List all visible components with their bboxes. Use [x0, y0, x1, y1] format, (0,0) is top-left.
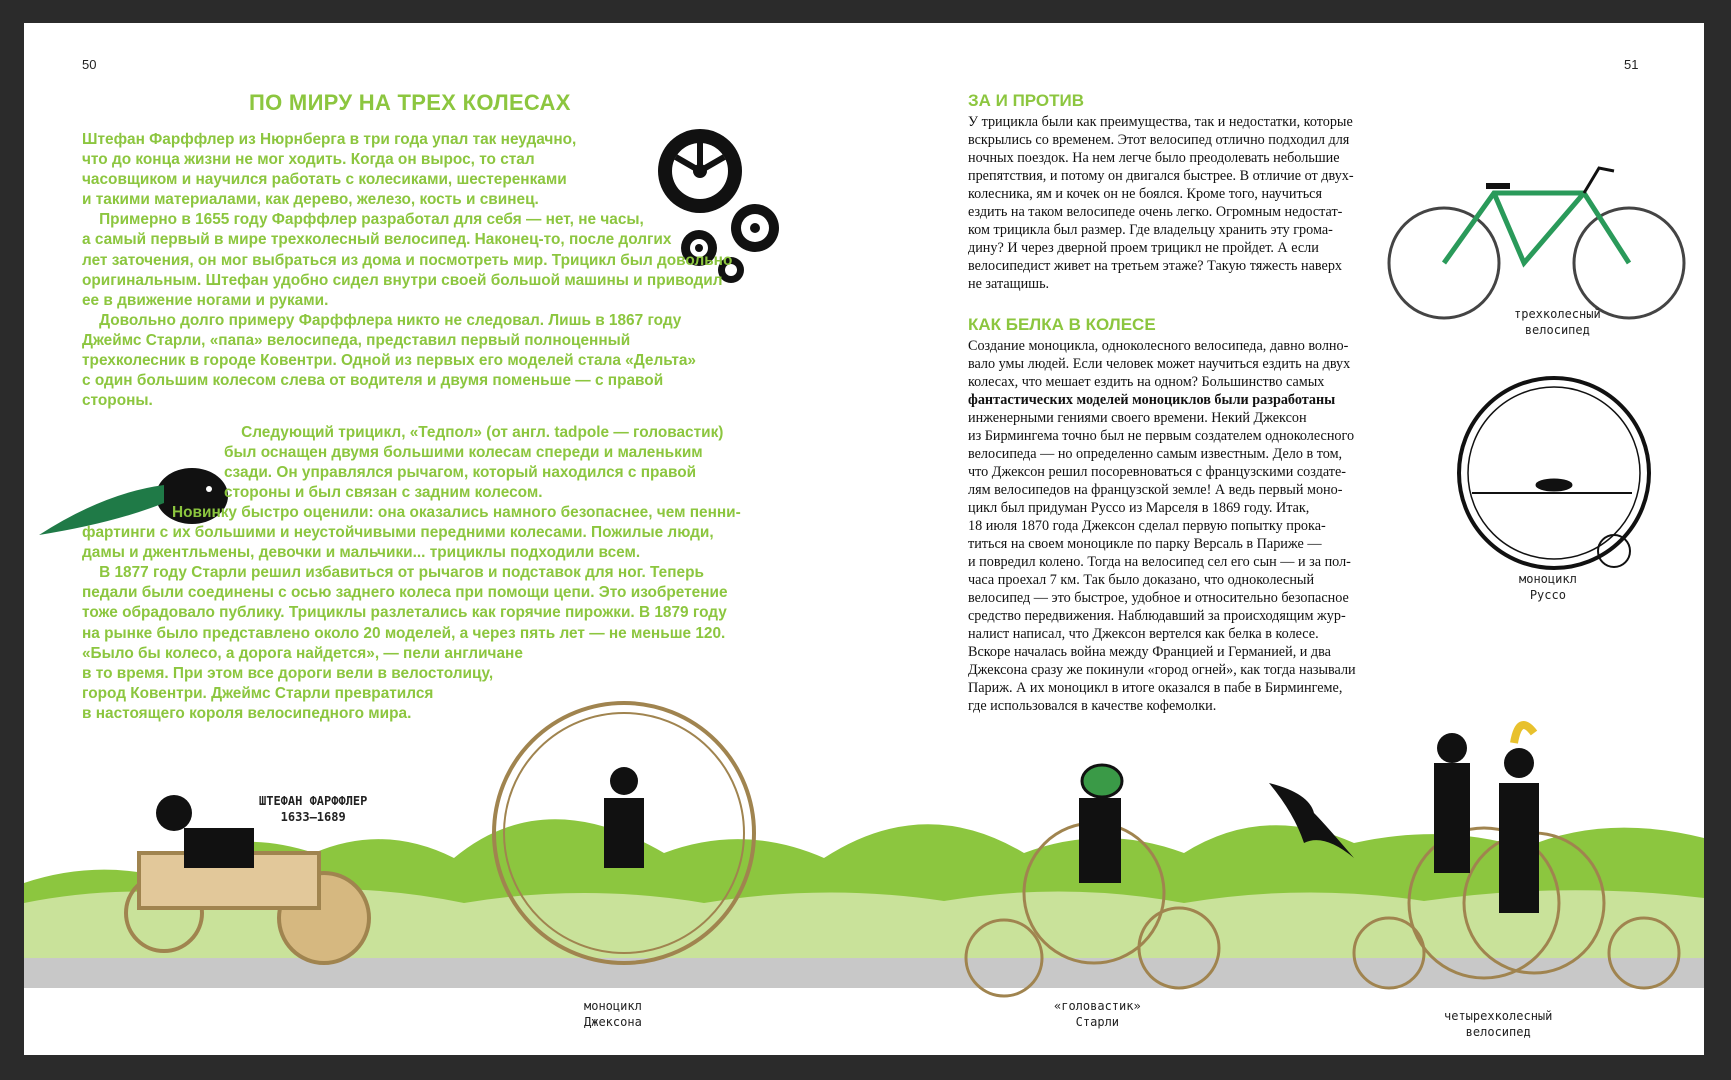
green-tricycle-illustration	[1389, 168, 1684, 318]
caption-tricycle: трехколесный велосипед	[1514, 307, 1601, 337]
caption-tadpole: «головастик» Старли	[1054, 999, 1141, 1029]
caption-russo-monocycle: моноцикл Руссо	[1519, 572, 1577, 602]
section-heading-squirrel: КАК БЕЛКА В КОЛЕСЕ	[968, 315, 1156, 334]
section-text-squirrel: Создание моноцикла, одноколесного велосипеда, давно волно- вало умы людей. Если человек может научиться ездить на двух колесах, что мешает ездить на одном? Большинство самых фантастических моделей моноциклов были разработаны инженерными гениями своего времени. Некий Джексон из Бирмингема точно был не первым создателем одноколесного велосипеда — но определенно самым известным. Дело в том, что Джексон решил посоревноваться с французскими создате- лям велосипедов на французской земле! А ведь первый моно- цикл был придуман Руссо из Марселя в 1869 году. Итак, 18 июля 1870 года Джексон сделал первую попытку прока- титься на своем моноцикле по парку Версаль в Париже — и повредил колено. Тогда на велосипед сел его сын — и за пол- часа проехал 7 км. Так было доказано, что одноколесный велосипед — это быстрое, удобное и относительно безопасное средство передвижения. Наблюдавший за происходящим жур- налист написал, что Джексон вертелся как белка в колесе. Вскоре началась война между Францией и Германией, и два Джексона сразу же покинули «город огней», как тогда называли Париж. А их моноцикл в итоге оказался в пабе в Бирмингеме, где использовался в качестве кофемолки.	[968, 338, 1356, 714]
book-spread	[24, 23, 1704, 1055]
page-number-right: 51	[1624, 57, 1639, 72]
left-page-title: ПО МИРУ НА ТРЕХ КОЛЕСАХ	[249, 90, 571, 115]
gear-icon	[731, 204, 779, 252]
russo-monocycle-illustration	[1459, 378, 1649, 568]
left-paragraph-a: Штефан Фарффлер из Нюрнберга в три года упал так неудачно, что до конца жизни не мог ходить. Когда он вырос, то стал часовщиком и научился работать с колесиками, шестеренками и такими материалами, как дерево, железо, кость и свинец. Примерно в 1655 году Фарффлер разработал для себя — нет, не часы, а самый первый в мире трехколесный велосипед. Наконец-то, после долгих лет заточения, он мог выбраться из дома и посмотреть мир. Трицикл был довольно оригинальным. Штефан удобно сидел внутри своей большой машины и приводил ее в движение ногами и руками. Довольно долго примеру Фарффлера никто не следовал. Лишь в 1867 году Джеймс Старли, «папа» велосипеда, представил первый полноценный трехколесник в городе Ковентри. Одной из первых его моделей стала «Дельта» с один большим колесом слева от водителя и двумя поменьше — с правой стороны.	[82, 131, 733, 410]
caption-jackson-monocycle: моноцикл Джексона	[584, 999, 642, 1029]
page-number-left: 50	[82, 57, 97, 72]
section-heading-pros-cons: ЗА И ПРОТИВ	[968, 91, 1085, 110]
caption-farffler: ШТЕФАН ФАРФФЛЕР 1633–1689	[259, 794, 368, 824]
left-paragraph-c: Новинку быстро оценили: она оказались намного безопаснее, чем пенни- фартинги с их большими и неустойчивыми передними колесами. Пожилые люди, дамы и джентльмены, девочки и мальчики... трициклы подходили всем. В 1877 году Старли решил избавиться от рычагов и подставок для ног. Теперь педали были соединены с осью заднего колеса при помощи цепи. Это изобретение тоже обрадовало публику. Трициклы разлетались как горячие пирожки. В 1879 году на рынке было представлено около 20 моделей, а через пять лет — не меньше 120. «Было бы колесо, а дорога найдется», — пели англичане в то время. При этом все дороги вели в велостолицу, город Ковентри. Джеймс Старли превратился в настоящего короля велосипедного мира.	[82, 504, 741, 722]
left-paragraph-b: Следующий трицикл, «Тедпол» (от англ. tadpole — головастик) был оснащен двумя большими колесам спереди и маленьким сзади. Он управлялся рычагом, который находился с правой стороны и был связан с задним колесом.	[224, 424, 724, 502]
caption-quadricycle: четырехколесный велосипед	[1444, 1009, 1553, 1039]
road	[24, 958, 1704, 988]
section-text-pros-cons: У трицикла были как преимущества, так и недостатки, которые вскрылись со временем. Этот велосипед отлично подходил для ночных поездок. На нем легче было преодолевать небольшие препятствия, и потому он двигался быстрее. В отличие от двух- колесника, ям и кочек он не боялся. Кроме того, научиться ездить на таком велосипеде очень легко. Огромным недостат- ком трицикла был размер. Где владельцу хранить эту грома- дину? И через дверной проем трицикл не пройдет. А если велосипедист живет на третьем этаже? Такую тяжесть наверх не затащишь.	[968, 114, 1354, 292]
